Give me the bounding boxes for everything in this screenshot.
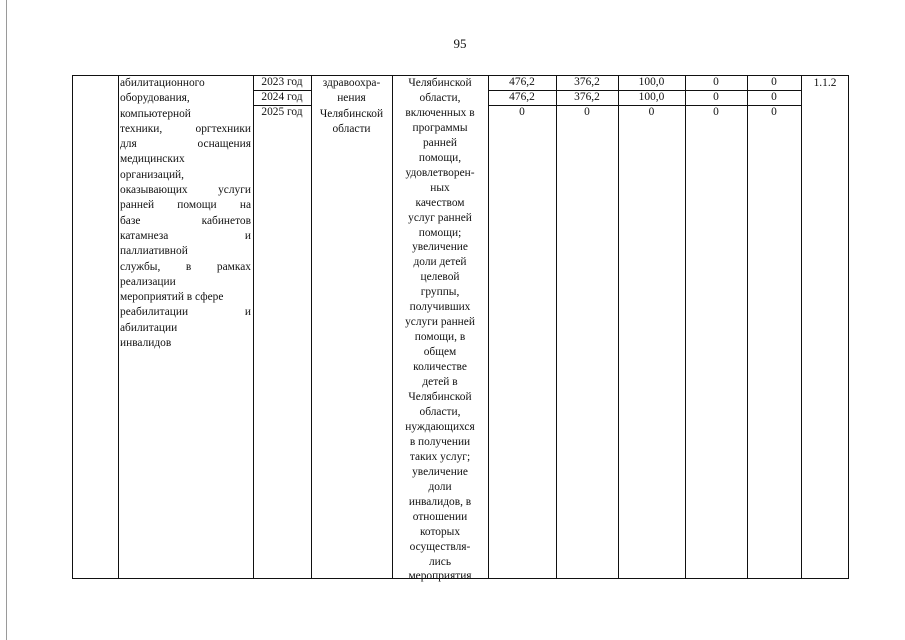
- description-line: [120, 76, 251, 91]
- description-word: мероприятий в сфере: [120, 291, 224, 304]
- result-line: области,: [419, 405, 461, 418]
- year-label: 2024 год: [261, 91, 303, 103]
- result-line: включенных в: [405, 106, 475, 119]
- executor-line: нения: [337, 92, 366, 105]
- column-divider: [118, 75, 119, 579]
- description-line: [120, 244, 251, 259]
- result-line: помощи,: [418, 151, 462, 164]
- result-line: группы,: [420, 286, 460, 299]
- result-line: Челябинской: [408, 391, 472, 404]
- description-word: оказывающих: [120, 184, 188, 197]
- description-word: услуги: [218, 184, 251, 197]
- description-word: инвалидов: [120, 337, 172, 350]
- funding-value: 0: [771, 91, 777, 104]
- column-divider: [747, 75, 748, 579]
- column-divider: [685, 75, 686, 579]
- description-line: [120, 260, 251, 275]
- result-line: в получении: [409, 435, 471, 448]
- description-word: и: [244, 229, 251, 242]
- funding-value: 0: [771, 76, 777, 88]
- result-line: ных: [430, 181, 450, 194]
- measure-description: [120, 76, 251, 351]
- executor-line: области: [332, 122, 371, 135]
- result-line: помощи, в: [414, 331, 466, 344]
- result-line: увеличение: [412, 241, 468, 254]
- description-line: [120, 336, 251, 351]
- funding-value: 0: [648, 106, 655, 119]
- funding-value: 0: [713, 76, 719, 88]
- column-divider: [556, 75, 557, 579]
- funding-value: 476,2: [509, 91, 535, 104]
- description-line: [120, 305, 251, 320]
- funding-value: 100,0: [638, 76, 665, 88]
- funding-value: 0: [519, 106, 525, 119]
- description-word: медицинских: [120, 153, 185, 166]
- result-line: доли детей: [413, 256, 467, 269]
- result-line: которых: [419, 525, 461, 538]
- description-line: [120, 91, 251, 106]
- description-word: в: [185, 260, 192, 273]
- description-word: компьютерной: [120, 107, 191, 120]
- result-line: нуждающихся: [405, 420, 475, 433]
- indicator-reference: 1.1.2: [813, 77, 837, 89]
- funding-value: 100,0: [638, 91, 665, 104]
- result-line: помощи;: [418, 226, 462, 239]
- column-divider: [311, 75, 312, 579]
- column-divider: [253, 75, 254, 579]
- funding-value: 476,2: [509, 76, 535, 88]
- description-word: ранней: [120, 199, 155, 212]
- description-word: реабилитации: [120, 306, 189, 319]
- funding-value: 376,2: [574, 76, 600, 88]
- description-word: абилитационного: [120, 77, 205, 89]
- description-word: службы,: [120, 260, 161, 273]
- description-line: [120, 152, 251, 167]
- result-line: инвалидов, в: [408, 495, 472, 508]
- description-line: [120, 229, 251, 244]
- description-word: помощи: [177, 199, 217, 212]
- description-line: [120, 137, 251, 152]
- funding-value: 0: [713, 91, 719, 104]
- description-word: организаций,: [120, 168, 184, 181]
- description-word: техники,: [120, 122, 163, 135]
- result-line: детей в: [422, 376, 458, 389]
- description-word: рамках: [216, 260, 251, 273]
- description-word: абилитации: [120, 321, 178, 334]
- result-line: лись: [428, 555, 452, 568]
- description-line: [120, 183, 251, 198]
- result-line: ранней: [422, 136, 458, 149]
- result-line: таких услуг;: [409, 450, 471, 463]
- result-line: услуги ранней: [405, 316, 475, 329]
- description-line: [120, 168, 251, 183]
- description-word: для: [120, 138, 137, 151]
- description-word: катамнеза: [120, 229, 169, 242]
- column-divider: [801, 75, 802, 579]
- description-word: реализации: [120, 275, 176, 288]
- page-left-edge-line: [6, 0, 7, 640]
- description-word: оргтехники: [195, 122, 251, 135]
- result-line: целевой: [420, 271, 460, 284]
- description-word: и: [244, 306, 251, 319]
- description-line: [120, 275, 251, 290]
- description-line: [120, 321, 251, 336]
- executor-line: здравоохра-: [322, 77, 381, 89]
- funding-value: 0: [771, 106, 777, 119]
- funding-value: 376,2: [574, 91, 600, 104]
- description-word: оснащения: [197, 138, 251, 151]
- funding-value: 0: [713, 106, 719, 119]
- description-line: [120, 290, 251, 305]
- description-word: базе: [120, 214, 141, 227]
- description-word: оборудования,: [120, 92, 190, 105]
- executor-line: Челябинской: [319, 107, 384, 120]
- result-line: услуг ранней: [408, 211, 472, 224]
- years-column: [253, 75, 311, 120]
- result-line: общем: [423, 346, 457, 359]
- year-label: 2025 год: [261, 106, 303, 118]
- result-line: доли: [428, 480, 452, 493]
- result-line: получивших: [409, 301, 471, 314]
- column-divider: [488, 75, 489, 579]
- expected-result-cell: [392, 76, 488, 584]
- year-label: 2023 год: [261, 76, 303, 88]
- description-line: [120, 198, 251, 213]
- description-word: на: [239, 199, 251, 212]
- result-line: Челябинской: [408, 77, 472, 89]
- description-line: [120, 107, 251, 122]
- result-line: области,: [419, 91, 461, 104]
- result-line: осуществля-: [409, 540, 471, 553]
- column-divider: [618, 75, 619, 579]
- result-line: отношении: [412, 510, 468, 523]
- description-word: кабинетов: [201, 214, 251, 227]
- funding-value: 0: [584, 106, 590, 119]
- result-line: увеличение: [412, 465, 468, 478]
- result-line: количестве: [413, 361, 467, 374]
- description-line: [120, 122, 251, 137]
- result-line: качеством: [415, 196, 465, 209]
- result-line: программы: [412, 121, 468, 134]
- page-number: 95: [453, 36, 467, 51]
- executor-cell: [311, 76, 392, 137]
- description-word: паллиативной: [120, 245, 188, 258]
- result-line: мероприятия: [408, 570, 472, 583]
- result-line: удовлетворен-: [405, 166, 475, 179]
- description-line: [120, 214, 251, 229]
